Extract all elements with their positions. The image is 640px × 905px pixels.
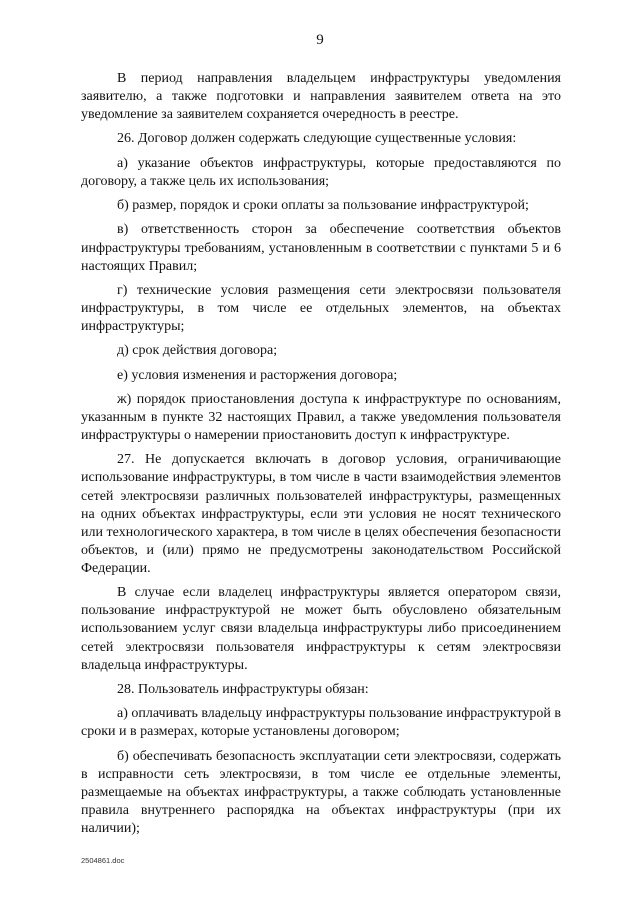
document-body	[81, 70, 561, 844]
clause-26-a: а) указание объектов инфраструктуры, которые предоставляются по договору, а также цель их использования;	[81, 155, 561, 189]
clause-26-d: д) срок действия договора;	[117, 343, 278, 359]
paragraph: В период направления владельцем инфраструктуры уведомления заявителю, а также подготовки и направления заявителем ответа на это уведомление за заявителем сохраняется очередность в реестре.	[81, 71, 561, 123]
clause-28-b: б) обеспечивать безопасность эксплуатации сети электросвязи, содержать в исправности сеть электросвязи, в том числе ее отдельные элементы, размещаемые на объектах инфраструктуры, а также соблюдать установленные правила внутреннего распорядка на объектах инфраструктуры (при их наличии);	[81, 748, 561, 836]
clause-26-e: е) условия изменения и расторжения договора;	[117, 367, 398, 383]
clause-26-b: б) размер, порядок и сроки оплаты за пользование инфраструктурой;	[117, 198, 529, 214]
clause-26-heading: 26. Договор должен содержать следующие существенные условия:	[117, 131, 517, 147]
clause-28-a: а) оплачивать владельцу инфраструктуры пользование инфраструктурой в сроки и в размерах, которые установлены договором;	[81, 706, 561, 740]
document-filename: 2504861.doc	[81, 856, 125, 865]
clause-27-continuation: В случае если владелец инфраструктуры является оператором связи, пользование инфраструктурой не может быть обусловлено обязательным использованием услуг связи владельца инфраструктуры либо присоединением сетей электросвязи пользователя инфраструктуры к сетям электросвязи владельца инфраструктуры.	[81, 585, 561, 673]
page-number: 9	[316, 32, 324, 48]
clause-26-g: г) технические условия размещения сети электросвязи пользователя инфраструктуры, в том числе ее отдельных элементов, на объектах инфраструктуры;	[81, 282, 561, 335]
clause-26-v: в) ответственность сторон за обеспечение соответствия объектов инфраструктуры требованиям, установленным в соответствии с пунктами 5 и 6 настоящих Правил;	[81, 222, 561, 274]
clause-26-zh: ж) порядок приостановления доступа к инфраструктуре по основаниям, указанным в пункте 32 настоящих Правил, а также уведомления пользователя инфраструктуры о намерении приостановить доступ к инфраструктуре.	[81, 391, 561, 444]
clause-27: 27. Не допускается включать в договор условия, ограничивающие использование инфраструктуры, в том числе в части взаимодействия элементов сетей электросвязи различных пользователей инфраструктуры, размещенных на одних объектах инфраструктуры, если эти условия не носят технического или технологического характера, в том числе в целях обеспечения безопасности объектов, и (или) прямо не предусмотрены законодательством Российской Федерации.	[81, 452, 561, 576]
clause-28-heading: 28. Пользователь инфраструктуры обязан:	[117, 681, 369, 697]
